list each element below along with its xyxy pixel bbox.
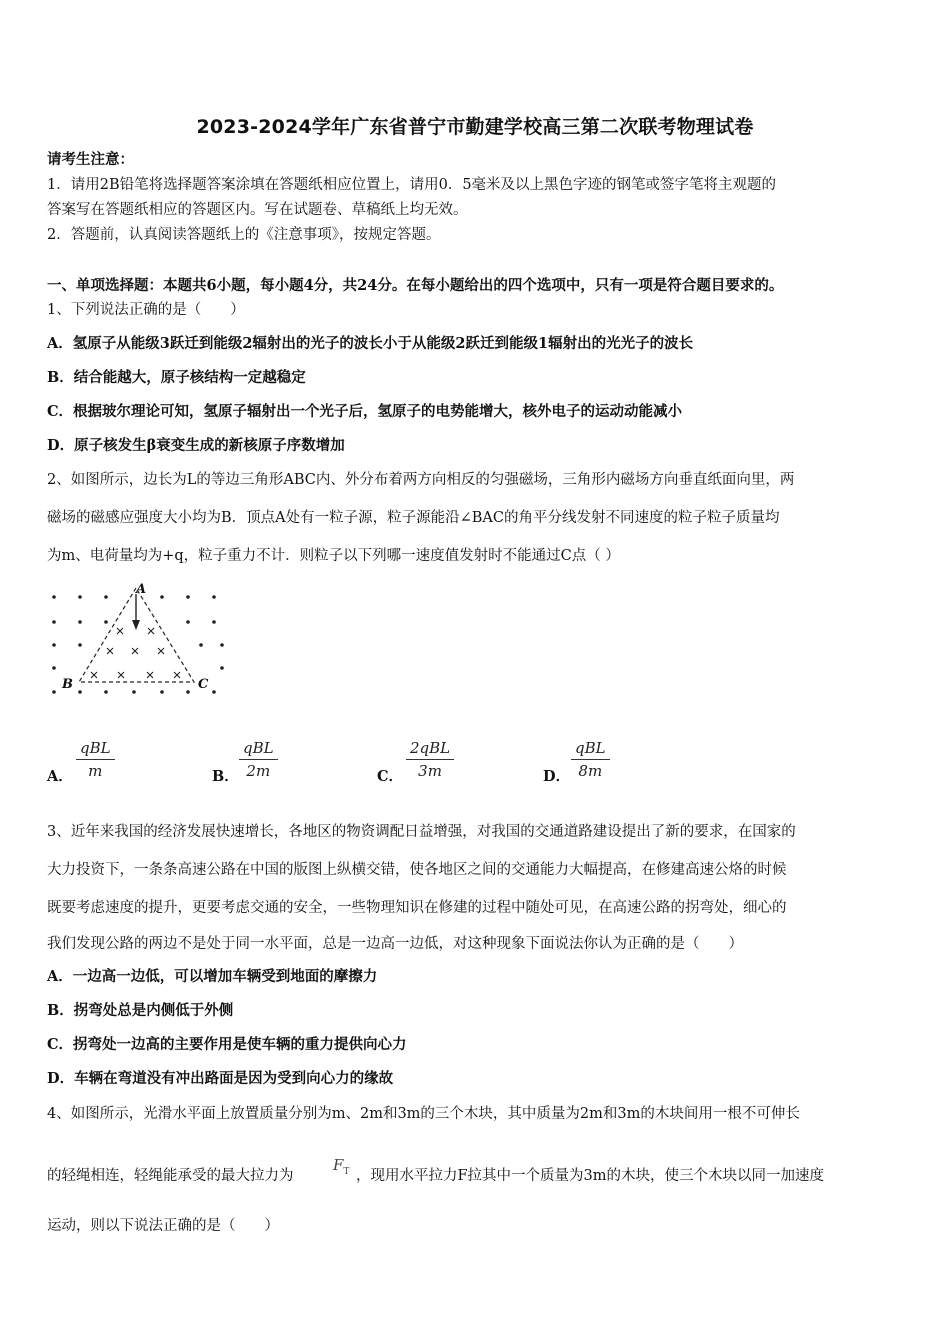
vertex-label-a: A [136, 582, 147, 597]
q2-option-a-fraction [76, 737, 115, 782]
q2-option-c-label: C． [377, 768, 404, 785]
q4-stem-line-2b: ，现用水平拉力F拉其中一个质量为3m的木块，使三个木块以同一加速度 [356, 1168, 825, 1184]
q2-option-d-label: D． [543, 768, 571, 785]
q2-option-b-fraction [239, 737, 278, 782]
q1-option-a: A．氢原子从能级3跃迁到能级2辐射出的光子的波长小于从能级2跃迁到能级1辐射出的光光子的波长 [47, 335, 694, 352]
q2-stem-line-3: 为m、电荷量均为+q，粒子重力不计．则粒子以下列哪一速度值发射时不能通过C点（ ） [47, 548, 620, 564]
q3-stem-line-2: 大力投资下，一条条高速公路在中国的版图上纵横交错，使各地区之间的交通能力大幅提高，在修建高速公烙的时候 [47, 862, 787, 878]
q1-stem: 1、下列说法正确的是（ ） [47, 302, 245, 318]
field-crosses [91, 628, 180, 678]
q2-stem-line-1: 2、如图所示，边长为L的等边三角形ABC内、外分布着两方向相反的匀强磁场，三角形内磁场方向垂直纸面向里，两 [47, 472, 795, 488]
q2-stem-line-2: 磁场的磁感应强度大小均为B．顶点A处有一粒子源，粒子源能沿∠BAC的角平分线发射不同速度的粒子粒子质量均 [47, 510, 780, 526]
q2-option-d-fraction [571, 737, 610, 782]
fraction-numerator: qBL [571, 737, 610, 760]
q3-stem-line-1: 3、近年来我国的经济发展快速增长，各地区的物资调配日益增强，对我国的交通道路建设提出了新的要求，在国家的 [47, 824, 796, 840]
q4-stem-line-2a: 的轻绳相连，轻绳能承受的最大拉力为 [47, 1168, 294, 1184]
fraction-denominator: 2m [246, 762, 271, 780]
q3-stem-line-3: 既要考虑速度的提升，更要考虑交通的安全，一些物理知识在修建的过程中随处可见，在高速公路的拐弯处，细心的 [47, 900, 787, 916]
velocity-arrowhead [132, 620, 140, 630]
fraction-denominator: 3m [418, 762, 442, 780]
notice-line-1: 1．请用2B铅笔将选择题答案涂填在答题纸相应位置上，请用0．5毫米及以上黑色字迹的钢笔或签字笔将主观题的 [47, 177, 777, 193]
notice-line-3: 2．答题前，认真阅读答题纸上的《注意事项》，按规定答题。 [47, 227, 441, 243]
q1-option-c: C．根据玻尔理论可知，氢原子辐射出一个光子后，氢原子的电势能增大，核外电子的运动动能减小 [47, 403, 683, 420]
vertex-label-c: C [198, 677, 209, 692]
fraction-numerator: 2qBL [406, 737, 454, 760]
q3-option-a: A．一边高一边低，可以增加车辆受到地面的摩擦力 [47, 968, 378, 985]
q2-figure-magnetic-triangle [44, 580, 234, 698]
tension-symbol-main: F [333, 1156, 344, 1174]
section-heading: 一、单项选择题：本题共6小题，每小题4分，共24分。在每小题给出的四个选项中，只有一项是符合题目要求的。 [47, 277, 784, 294]
q2-option-c-fraction [406, 737, 454, 782]
q1-option-b: B．结合能越大，原子核结构一定越稳定 [47, 369, 306, 386]
fraction-numerator: qBL [239, 737, 278, 760]
q1-option-d: D．原子核发生β衰变生成的新核原子序数增加 [47, 437, 345, 454]
q4-tension-symbol [333, 1156, 349, 1177]
q3-option-d: D．车辆在弯道没有冲出路面是因为受到向心力的缘故 [47, 1070, 394, 1087]
fraction-denominator: 8m [578, 762, 603, 780]
q2-option-b-label: B． [212, 768, 239, 785]
q4-stem-line-3: 运动，则以下说法正确的是（ ） [47, 1218, 279, 1234]
q3-option-b: B．拐弯处总是内侧低于外侧 [47, 1002, 234, 1019]
notice-line-2: 答案写在答题纸相应的答题区内。写在试题卷、草稿纸上均无效。 [47, 202, 468, 218]
q4-stem-line-1: 4、如图所示，光滑水平面上放置质量分别为m、2m和3m的三个木块，其中质量为2m和3m的木块间用一根不可伸长 [47, 1106, 800, 1122]
q3-stem-line-4: 我们发现公路的两边不是处于同一水平面，总是一边高一边低，对这种现象下面说法你认为正确的是（ ） [47, 936, 743, 952]
q3-option-c: C．拐弯处一边高的主要作用是使车辆的重力提供向心力 [47, 1036, 407, 1053]
fraction-denominator: m [88, 762, 103, 780]
tension-symbol-subscript: T [343, 1167, 350, 1177]
vertex-label-b: B [62, 677, 73, 692]
fraction-numerator: qBL [76, 737, 115, 760]
page-title: 2023-2024学年广东省普宁市勤建学校高三第二次联考物理试卷 [196, 116, 754, 138]
notice-title: 请考生注意： [47, 151, 134, 168]
q2-option-a-label: A． [47, 768, 73, 785]
